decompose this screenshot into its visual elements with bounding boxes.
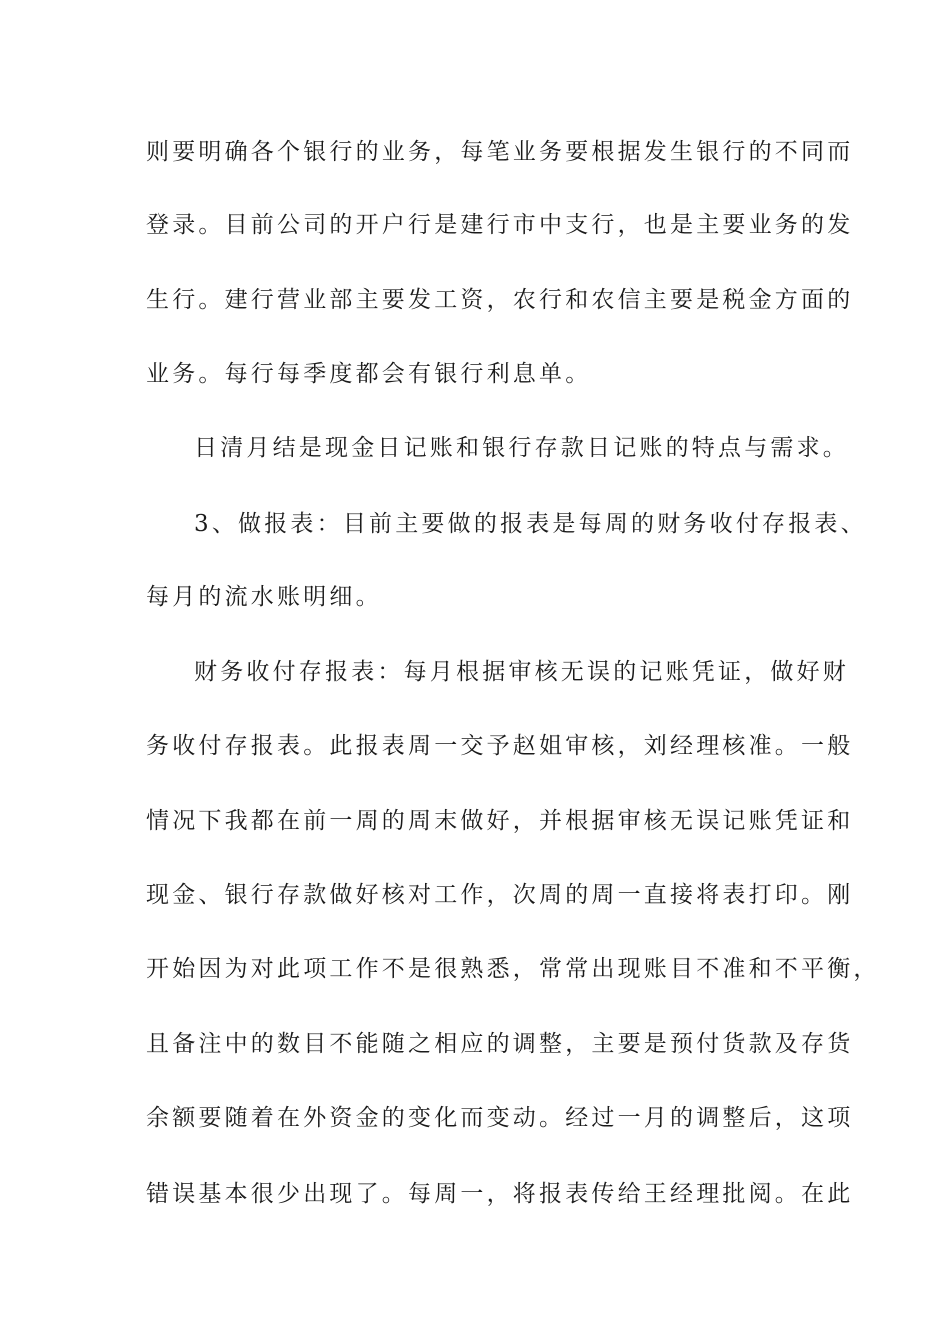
text-line: 则要明确各个银行的业务，每笔业务要根据发生银行的不同而 [146,139,854,165]
text-line: 余额要随着在外资金的变化而变动。经过一月的调整后，这项 [146,1105,854,1131]
text-line: 情况下我都在前一周的周末做好，并根据审核无误记账凭证和 [146,808,854,834]
text-line: 每月的流水账明细。 [146,584,382,610]
section-heading-line: 3、做报表：目前主要做的报表是每周的财务收付存报表、 [194,511,867,537]
paragraph-first-line: 财务收付存报表：每月根据审核无误的记账凭证，做好财 [194,659,849,685]
text-line: 生行。建行营业部主要发工资，农行和农信主要是税金方面的 [146,287,854,313]
text-line: 开始因为对此项工作不是很熟悉，常常出现账目不准和不平衡， [146,956,880,982]
text-line: 登录。目前公司的开户行是建行市中支行，也是主要业务的发 [146,212,854,238]
text-line: 现金、银行存款做好核对工作，次周的周一直接将表打印。刚 [146,882,854,908]
text-line: 且备注中的数目不能随之相应的调整，主要是预付货款及存货 [146,1031,854,1057]
paragraph-first-line: 日清月结是现金日记账和银行存款日记账的特点与需求。 [194,435,849,461]
text-line: 业务。每行每季度都会有银行利息单。 [146,361,592,387]
text-line: 务收付存报表。此报表周一交予赵姐审核，刘经理核准。一般 [146,733,854,759]
text-line: 错误基本很少出现了。每周一，将报表传给王经理批阅。在此 [146,1181,854,1207]
